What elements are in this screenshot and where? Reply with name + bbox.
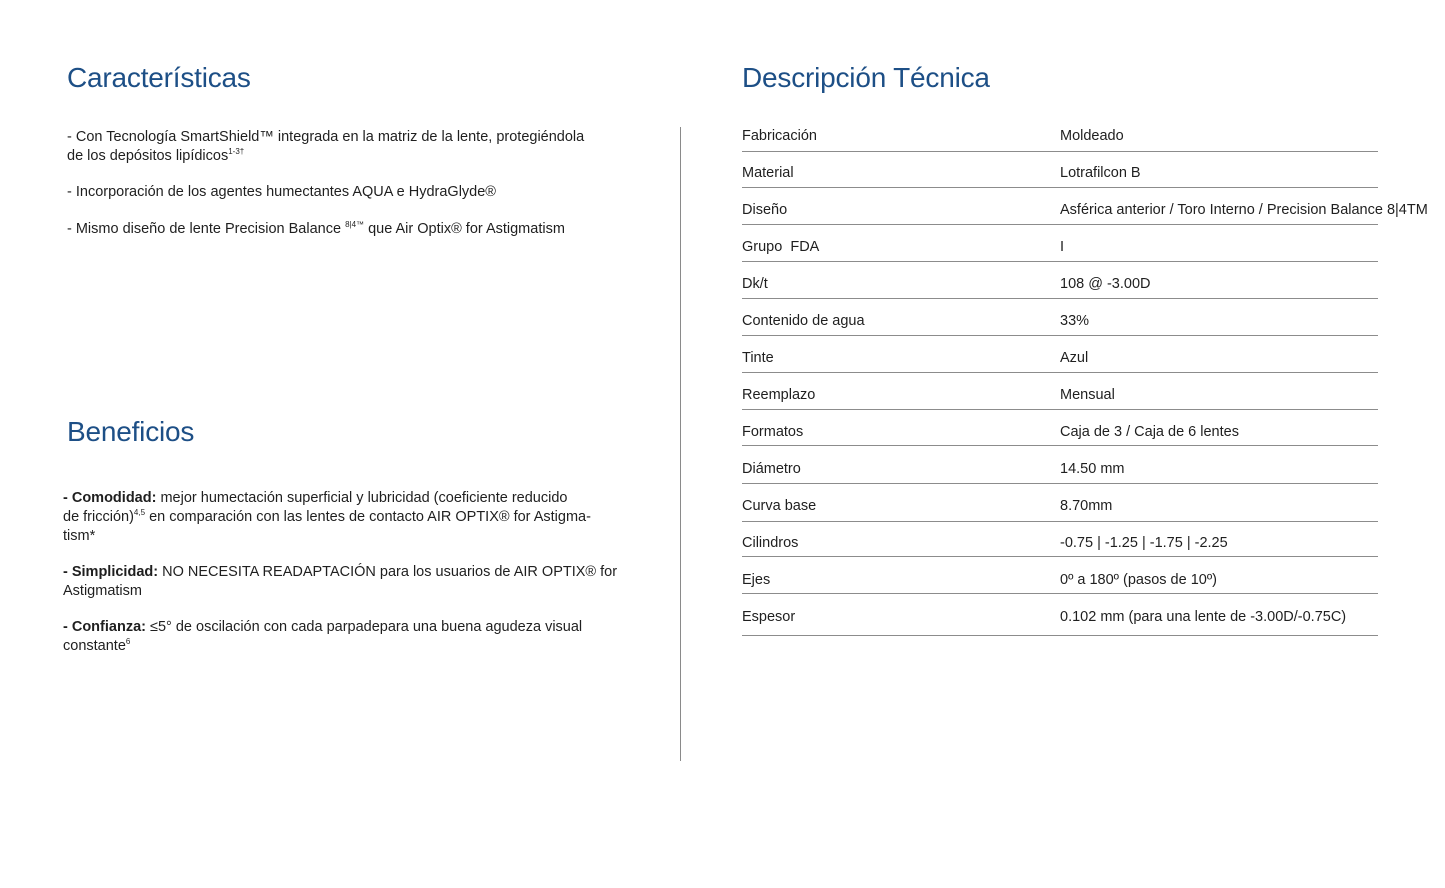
spec-row-diseno xyxy=(742,202,1428,225)
spec-value: 108 @ -3.00D xyxy=(1060,276,1151,292)
row-divider xyxy=(742,335,1378,336)
row-divider xyxy=(742,224,1378,225)
spec-label: Ejes xyxy=(742,572,771,588)
row-divider xyxy=(742,409,1378,410)
beneficio-item-simplicidad xyxy=(63,563,617,601)
row-divider xyxy=(742,483,1378,484)
row-divider xyxy=(742,151,1378,152)
row-divider xyxy=(742,635,1378,636)
spec-label: Cilindros xyxy=(742,535,799,551)
spec-row-diametro xyxy=(742,461,1378,484)
spec-label: Reemplazo xyxy=(742,387,816,403)
row-divider xyxy=(742,298,1378,299)
spec-value: Caja de 3 / Caja de 6 lentes xyxy=(1060,424,1239,440)
beneficio-comodidad-ref: 4,5 xyxy=(133,508,146,518)
spec-label: Grupo FDA xyxy=(742,239,820,255)
spec-label: Contenido de agua xyxy=(742,313,865,329)
caracteristica-item-3-ref: 8|4™ xyxy=(345,220,365,230)
spec-row-material xyxy=(742,165,1378,188)
beneficio-confianza-line1: ≤5° de oscilación con cada parpadepara una buena agudeza visual xyxy=(145,619,583,635)
row-divider xyxy=(742,445,1378,446)
beneficio-simplicidad-line2: Astigmatism xyxy=(63,583,142,599)
spec-label: Curva base xyxy=(742,498,817,514)
spec-label: Espesor xyxy=(742,609,796,625)
spec-label: Fabricación xyxy=(742,128,817,144)
beneficio-label-simplicidad: - Simplicidad: xyxy=(63,564,159,580)
spec-value: -0.75 | -1.25 | -1.75 | -2.25 xyxy=(1060,535,1228,551)
descripcion-tecnica-title: Descripción Técnica xyxy=(742,62,990,93)
spec-value: 33% xyxy=(1060,313,1090,329)
spec-label: Diámetro xyxy=(742,461,801,477)
caracteristica-item-2 xyxy=(67,183,496,202)
spec-value: Azul xyxy=(1060,350,1089,366)
row-divider xyxy=(742,556,1378,557)
beneficio-comodidad-line1: mejor humectación superficial y lubricidad (coeficiente reducido xyxy=(156,490,568,506)
spec-row-contenido-agua xyxy=(742,313,1378,336)
beneficio-label-comodidad: - Comodidad: xyxy=(63,490,157,506)
beneficio-confianza-line2: constante xyxy=(63,638,126,654)
beneficio-item-confianza xyxy=(63,618,582,656)
spec-label: Formatos xyxy=(742,424,804,440)
column-divider xyxy=(680,127,681,761)
spec-row-curva-base xyxy=(742,498,1378,522)
spec-row-cilindros xyxy=(742,535,1378,557)
spec-value: 0.102 mm (para una lente de -3.00D/-0.75C) xyxy=(1060,609,1347,625)
beneficio-comodidad-line3: tism* xyxy=(63,528,96,544)
spec-value: Asférica anterior / Toro Interno / Precision Balance 8|4TM xyxy=(1060,202,1428,218)
spec-row-grupo-fda xyxy=(742,239,1378,262)
spec-value: Lotrafilcon B xyxy=(1060,165,1141,181)
spec-value: 8.70mm xyxy=(1060,498,1113,514)
spec-row-ejes xyxy=(742,572,1378,594)
caracteristica-item-3-pre: - Mismo diseño de lente Precision Balance xyxy=(67,221,346,237)
beneficio-confianza-ref: 6 xyxy=(125,637,131,647)
row-divider xyxy=(742,261,1378,262)
caracteristica-item-1-ref: 1-3† xyxy=(228,147,245,157)
row-divider xyxy=(742,187,1378,188)
beneficio-comodidad-line2-post: en comparación con las lentes de contacto AIR OPTIX® for Astigma- xyxy=(145,509,591,525)
spec-label: Dk/t xyxy=(742,276,768,292)
caracteristica-item-1 xyxy=(67,128,584,166)
caracteristica-item-3-post: que Air Optix® for Astigmatism xyxy=(364,221,565,237)
caracteristica-item-2-text: - Incorporación de los agentes humectantes AQUA e HydraGlyde® xyxy=(67,184,496,200)
beneficio-item-comodidad xyxy=(63,489,591,546)
spec-row-tinte xyxy=(742,350,1378,373)
spec-row-dkt xyxy=(742,276,1378,299)
row-divider xyxy=(742,521,1378,522)
spec-row-espesor xyxy=(742,609,1378,636)
caracteristica-item-1-line2: de los depósitos lipídicos xyxy=(67,148,229,164)
spec-row-reemplazo xyxy=(742,387,1378,410)
spec-value: Moldeado xyxy=(1060,128,1124,144)
spec-row-formatos xyxy=(742,424,1378,446)
spec-value: 14.50 mm xyxy=(1060,461,1125,477)
caracteristicas-title: Características xyxy=(67,62,251,93)
beneficios-title: Beneficios xyxy=(67,416,195,447)
spec-label: Diseño xyxy=(742,202,788,218)
row-divider xyxy=(742,372,1378,373)
spec-label: Material xyxy=(742,165,794,181)
row-divider xyxy=(742,593,1378,594)
beneficio-simplicidad-line1: NO NECESITA READAPTACIÓN para los usuarios de AIR OPTIX® for xyxy=(158,564,618,580)
spec-value: 0º a 180º (pasos de 10º) xyxy=(1060,572,1217,588)
beneficio-label-confianza: - Confianza: xyxy=(63,619,146,635)
caracteristica-item-3 xyxy=(67,220,565,239)
caracteristica-item-1-line1: - Con Tecnología SmartShield™ integrada en la matriz de la lente, protegiéndola xyxy=(67,129,585,145)
spec-label: Tinte xyxy=(742,350,774,366)
beneficio-comodidad-line2: de fricción) xyxy=(63,509,134,525)
spec-value: I xyxy=(1060,239,1065,255)
spec-value: Mensual xyxy=(1060,387,1115,403)
spec-row-fabricacion xyxy=(742,128,1378,152)
